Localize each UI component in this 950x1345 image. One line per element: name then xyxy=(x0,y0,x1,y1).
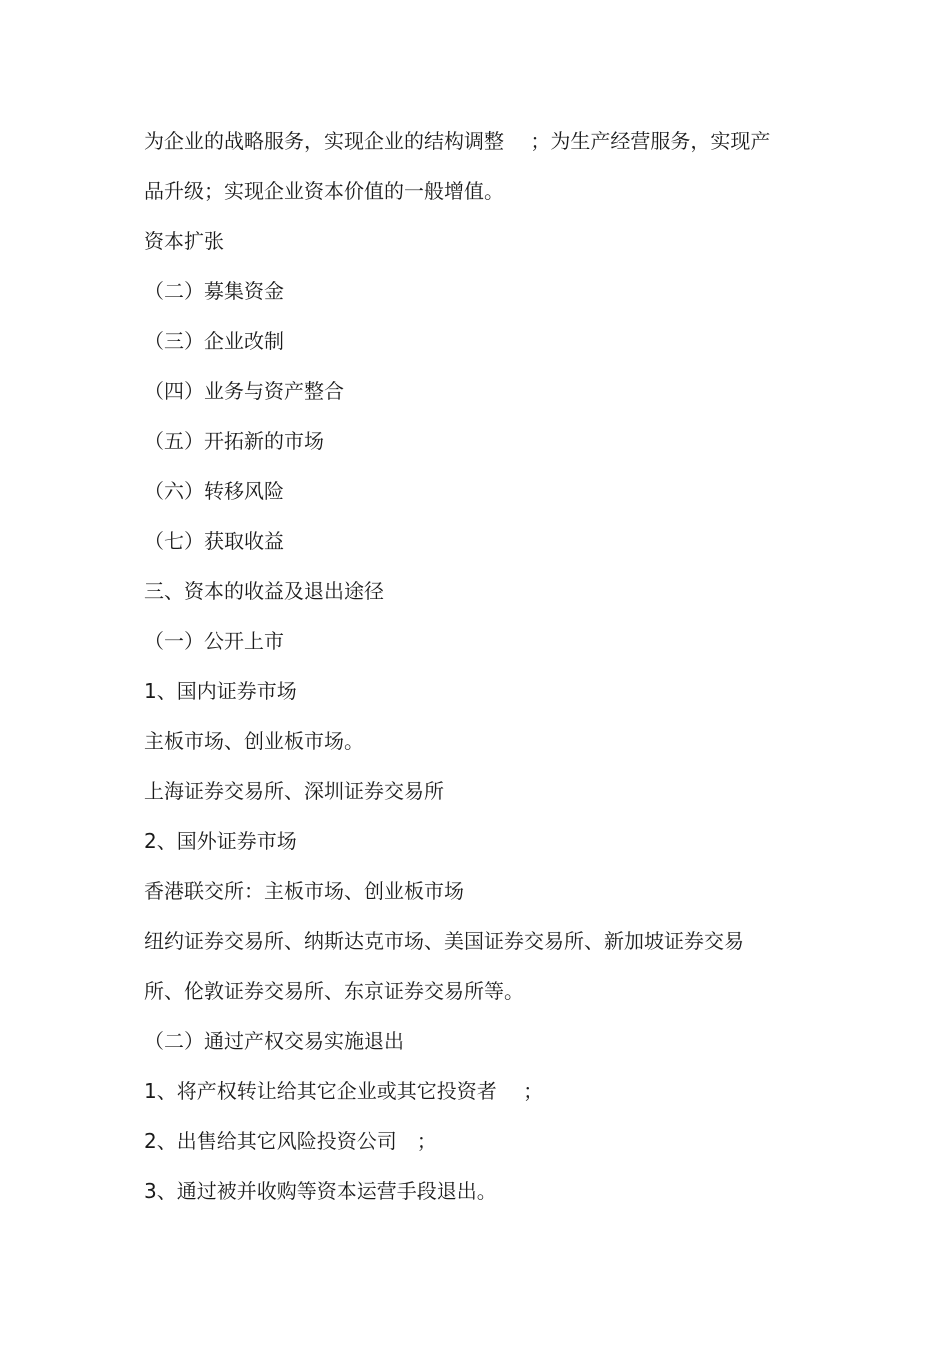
section-heading: 三、资本的收益及退出途径 xyxy=(144,579,384,603)
body-line: 主板市场、创业板市场。 xyxy=(144,729,364,753)
list-item: （三）企业改制 xyxy=(144,329,284,353)
list-item: （二）募集资金 xyxy=(144,279,284,303)
list-item: （四）业务与资产整合 xyxy=(144,379,344,403)
list-item: （五）开拓新的市场 xyxy=(144,429,324,453)
body-line: 为企业的战略服务，实现企业的结构调整 ；为生产经营服务，实现产 xyxy=(144,129,771,153)
list-item: （七）获取收益 xyxy=(144,529,284,553)
list-item: 1、国内证券市场 xyxy=(144,679,297,703)
body-line: 上海证券交易所、深圳证券交易所 xyxy=(144,779,444,803)
document-body xyxy=(144,122,804,1222)
list-item: （二）通过产权交易实施退出 xyxy=(144,1029,404,1053)
body-line: 香港联交所：主板市场、创业板市场 xyxy=(144,879,464,903)
body-line: 纽约证券交易所、纳斯达克市场、美国证券交易所、新加坡证券交易 xyxy=(144,929,744,953)
section-heading: 资本扩张 xyxy=(144,229,224,253)
list-item: 2、国外证券市场 xyxy=(144,829,297,853)
list-item: 1、将产权转让给其它企业或其它投资者 ； xyxy=(144,1079,544,1103)
list-item: 3、通过被并收购等资本运营手段退出。 xyxy=(144,1179,497,1203)
list-item: 2、出售给其它风险投资公司 ； xyxy=(144,1129,437,1153)
list-item: （六）转移风险 xyxy=(144,479,284,503)
body-line: 品升级；实现企业资本价值的一般增值。 xyxy=(144,179,504,203)
body-line: 所、伦敦证券交易所、东京证券交易所等。 xyxy=(144,979,524,1003)
list-item: （一）公开上市 xyxy=(144,629,284,653)
